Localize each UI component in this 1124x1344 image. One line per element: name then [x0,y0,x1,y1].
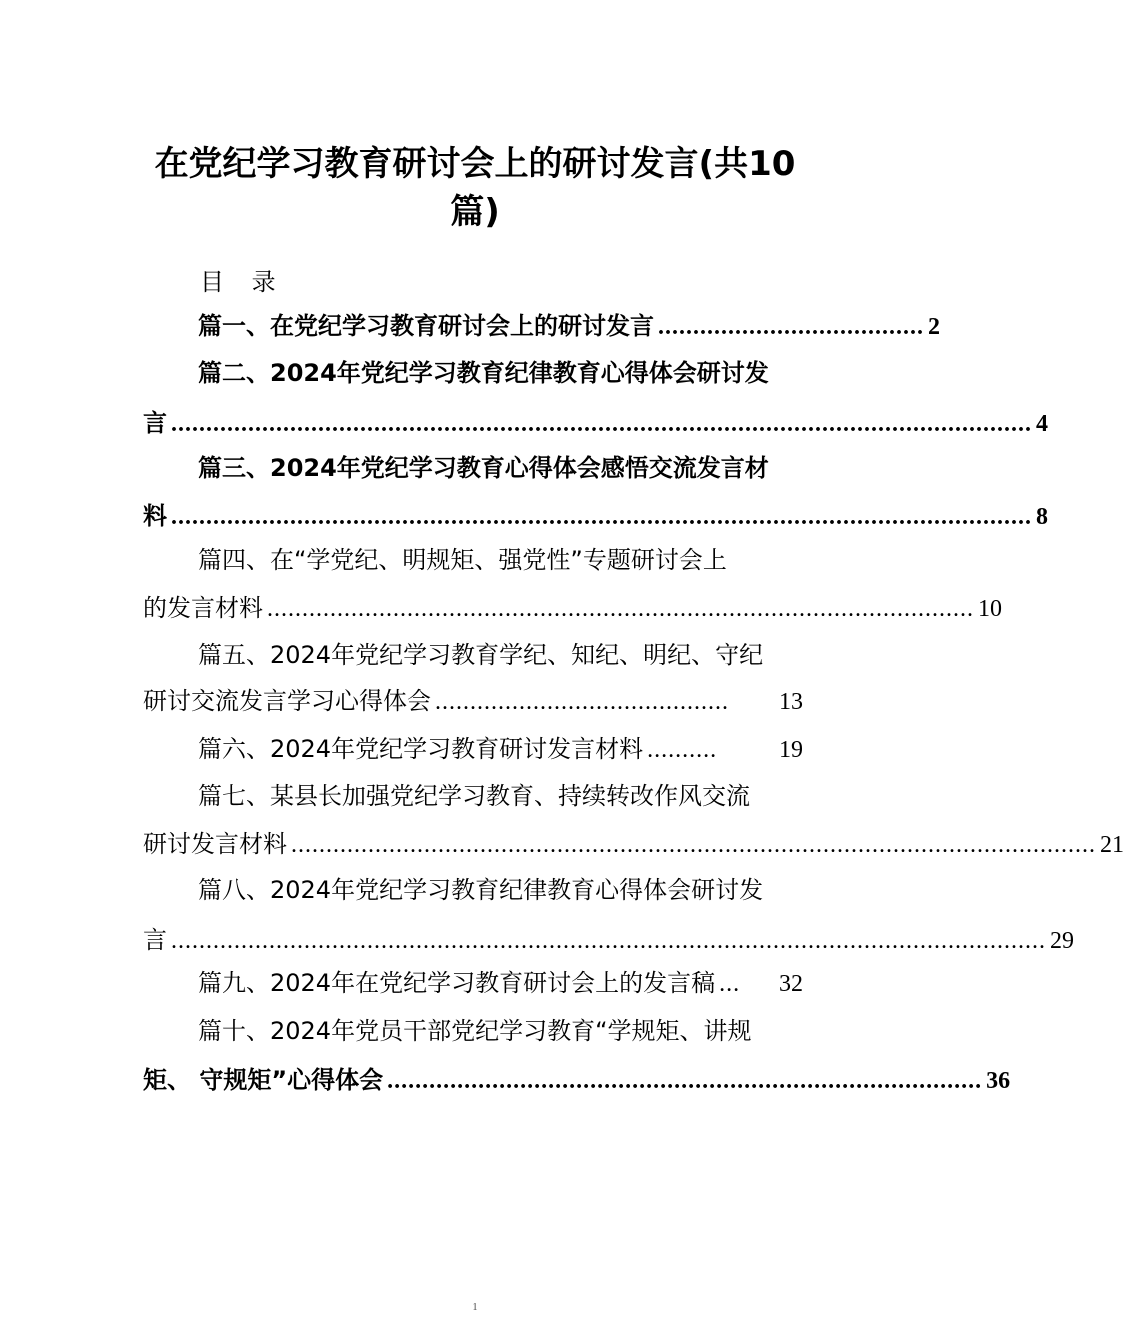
toc-entry-5[interactable] [143,686,803,717]
toc-entry-10-page: 36 [986,1068,1011,1094]
toc-entry-7-line1[interactable]: 篇七、某县长加强党纪学习教育、持续转改作风交流 [198,782,750,810]
toc-entry-9-page: 32 [779,971,803,997]
toc-leader-dots: ..................................................................................... [387,1068,983,1094]
toc-entry-6-page: 19 [779,737,803,763]
toc-entry-8-line1[interactable]: 篇八、2024年党纪学习教育纪律教育心得体会研讨发 [198,876,764,904]
toc-leader-dots: ............................................................................................................................. [171,928,1046,954]
toc-entry-8-text: 言 [143,926,167,954]
page-number: 1 [472,1302,478,1313]
toc-heading: 目 录 [200,268,286,296]
toc-leader-dots: .......... [647,737,718,763]
toc-leader-dots: ..................................................................................................... [267,596,974,622]
document-title [0,140,950,236]
toc-entry-9-text: 篇九、2024年在党纪学习教育研讨会上的发言稿 [198,969,716,997]
toc-entry-3-page: 8 [1036,504,1048,530]
toc-entry-8-page: 29 [1050,928,1074,954]
toc-entry-6-text: 篇六、2024年党纪学习教育研讨发言材料 [198,735,644,763]
toc-entry-3[interactable] [143,501,1048,532]
toc-entry-2-line1[interactable]: 篇二、2024年党纪学习教育纪律教育心得体会研讨发 [198,359,769,387]
toc-entry-7-page: 21 [1100,832,1124,858]
toc-entry-3-text: 料 [143,502,167,530]
toc-entry-5-page: 13 [779,689,803,715]
toc-leader-dots: .......................................... [435,689,729,715]
toc-leader-dots: ........................................................................................................................... [171,504,1032,530]
toc-entry-2-page: 4 [1036,411,1048,437]
toc-leader-dots: ...................................... [658,314,924,340]
toc-leader-dots: ................................................................................................................... [291,832,1096,858]
toc-entry-5-line1[interactable]: 篇五、2024年党纪学习教育学纪、知纪、明纪、守纪 [198,641,764,669]
title-line-1: 在党纪学习教育研讨会上的研讨发言(共10 [154,144,796,184]
toc-entry-1-text: 篇一、在党纪学习教育研讨会上的研讨发言 [198,312,654,340]
toc-entry-5-text: 研讨交流发言学习心得体会 [143,687,431,715]
toc-entry-10[interactable] [143,1065,1011,1096]
toc-entry-1-page: 2 [928,314,940,340]
toc-entry-8[interactable] [143,925,1074,956]
toc-entry-6[interactable] [198,734,803,765]
title-line-2: 篇) [450,192,500,232]
toc-entry-2-text: 言 [143,409,167,437]
toc-entry-2[interactable] [143,408,1048,439]
toc-entry-4-page: 10 [978,596,1002,622]
toc-entry-9[interactable] [198,968,803,999]
toc-entry-10-line1[interactable]: 篇十、2024年党员干部党纪学习教育“学规矩、讲规 [198,1017,752,1045]
toc-entry-7[interactable] [143,829,1124,860]
toc-leader-dots: ... [719,971,741,997]
toc-entry-4[interactable] [143,593,1002,624]
toc-entry-1[interactable] [198,311,940,342]
toc-entry-4-line1[interactable]: 篇四、在“学党纪、明规矩、强党性”专题研讨会上 [198,546,727,574]
toc-entry-3-line1[interactable]: 篇三、2024年党纪学习教育心得体会感悟交流发言材 [198,454,769,482]
toc-entry-7-text: 研讨发言材料 [143,830,287,858]
toc-entry-10-text: 矩、 守规矩”心得体会 [143,1066,384,1094]
toc-leader-dots: ........................................................................................................................... [171,411,1032,437]
toc-entry-4-text: 的发言材料 [143,594,263,622]
